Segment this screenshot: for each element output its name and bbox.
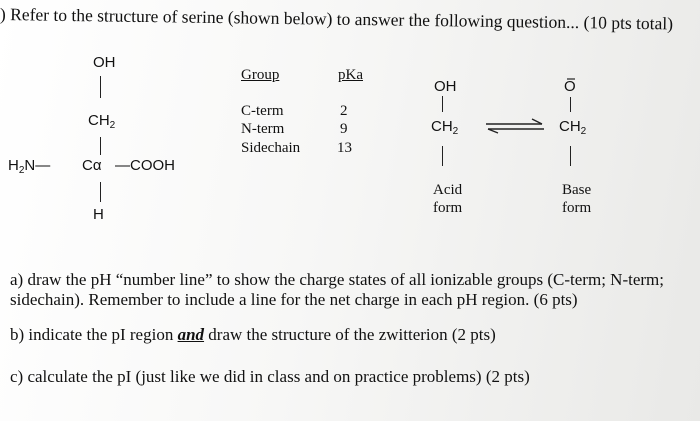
structure-ch-text: CH (88, 112, 110, 129)
question-a-line-1: a) draw the pH “number line” to show the charge states of all ionizable groups (C-term; N-term; (10, 270, 664, 289)
base-ch-text: CH (559, 118, 581, 135)
structure-h-text: H (8, 157, 19, 174)
question-b (10, 325, 496, 345)
pka-row-value: 9 (340, 121, 348, 137)
structure-h2n: $H_2N—$ (8, 157, 51, 176)
acid-ch-sub: 2 (452, 126, 459, 137)
structure-ch-sub: 2 (109, 120, 116, 131)
acid-label-1: Acid (433, 182, 463, 198)
structure-n-text: N— (24, 157, 51, 174)
structure-cooh: —COOH (115, 157, 175, 174)
question-b-post: draw the structure of the zwitterion (2 pts) (204, 325, 496, 344)
structure-oh: OH (93, 54, 116, 71)
base-bond-bottom (570, 146, 571, 166)
base-ch2 (559, 118, 586, 137)
pka-row-group: C-term (241, 103, 284, 119)
question-a-line-2: sidechain). Remember to include a line for the net charge in each pH region. (6 pts) (10, 290, 578, 309)
base-bond-top (570, 97, 571, 112)
acid-oh: OH (434, 78, 457, 95)
bond-oh-ch2 (100, 76, 101, 98)
pka-row-group: N-term (241, 121, 285, 137)
base-o: O (564, 78, 576, 95)
bond-ch2-ca (100, 137, 101, 155)
acid-bond-bottom (442, 146, 443, 166)
equilibrium-arrow-icon (484, 118, 546, 134)
base-label-2: form (562, 200, 592, 216)
pka-col-group: Group (241, 67, 280, 83)
pka-row-value: 13 (337, 140, 352, 156)
minus-charge-icon (566, 76, 576, 82)
base-ch-sub: 2 (580, 126, 587, 137)
acid-label-2: form (433, 200, 463, 216)
structure-h-bottom: H (93, 206, 104, 223)
bond-ca-h (100, 182, 101, 202)
question-c: c) calculate the pI (just like we did in class and on practice problems) (2 pts) (10, 367, 530, 386)
base-label-1: Base (562, 182, 592, 198)
acid-ch-text: CH (431, 118, 453, 135)
acid-ch2 (431, 118, 458, 137)
header-lead-glyph: ) (0, 4, 6, 25)
pka-row-value: 2 (340, 103, 348, 119)
pka-row-group: Sidechain (241, 140, 301, 156)
pka-col-pka: pKa (338, 67, 363, 83)
question-header (0, 4, 673, 34)
acid-bond-top (442, 96, 443, 112)
question-b-pre: b) indicate the pI region (10, 325, 178, 344)
question-b-emphasis: and (177, 325, 205, 344)
header-text: Refer to the structure of serine (shown below) to answer the following question... (10 pts total) (10, 4, 674, 34)
structure-calpha: Cα (82, 157, 102, 174)
structure-ch2 (88, 112, 115, 131)
